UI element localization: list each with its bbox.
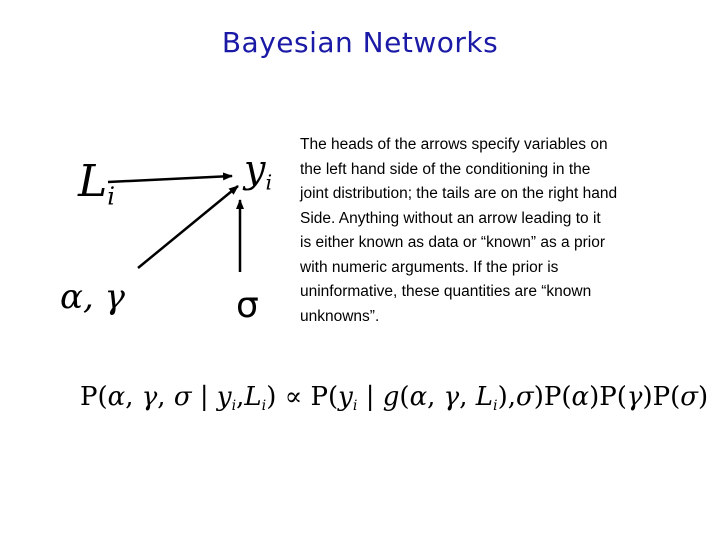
slide-title: Bayesian Networks xyxy=(221,26,499,59)
description-line: uninformative, these quantities are “known xyxy=(300,283,592,300)
description-line: The heads of the arrows specify variables on xyxy=(300,136,608,153)
description-line: unknowns”. xyxy=(300,307,380,325)
arrow-L-to-y xyxy=(108,176,232,182)
arrow-alphagamma-to-y xyxy=(138,186,238,268)
node-L: $L_i$ xyxy=(78,156,115,211)
node-alpha-gamma: α, γ xyxy=(60,277,125,317)
description-line: with numeric arguments. If the prior is xyxy=(300,258,559,276)
description-line: the left hand side of the conditioning in the xyxy=(300,160,591,178)
description-line: Side. Anything without an arrow leading to it xyxy=(300,209,601,227)
description-line: is either known as data or “known” as a prior xyxy=(300,234,605,251)
posterior-formula: P(α, γ, σ | $y_i,L_i) \propto P(y_i$ | g(α, γ, $L_i),\sigma)P(\alpha)P(\gamma)P(\sigma)$ xyxy=(80,382,709,414)
description-line: joint distribution; the tails are on the right hand xyxy=(300,185,618,202)
node-sigma: σ xyxy=(236,285,259,326)
node-y: $y_i$ xyxy=(244,147,273,195)
description-text xyxy=(300,133,700,329)
